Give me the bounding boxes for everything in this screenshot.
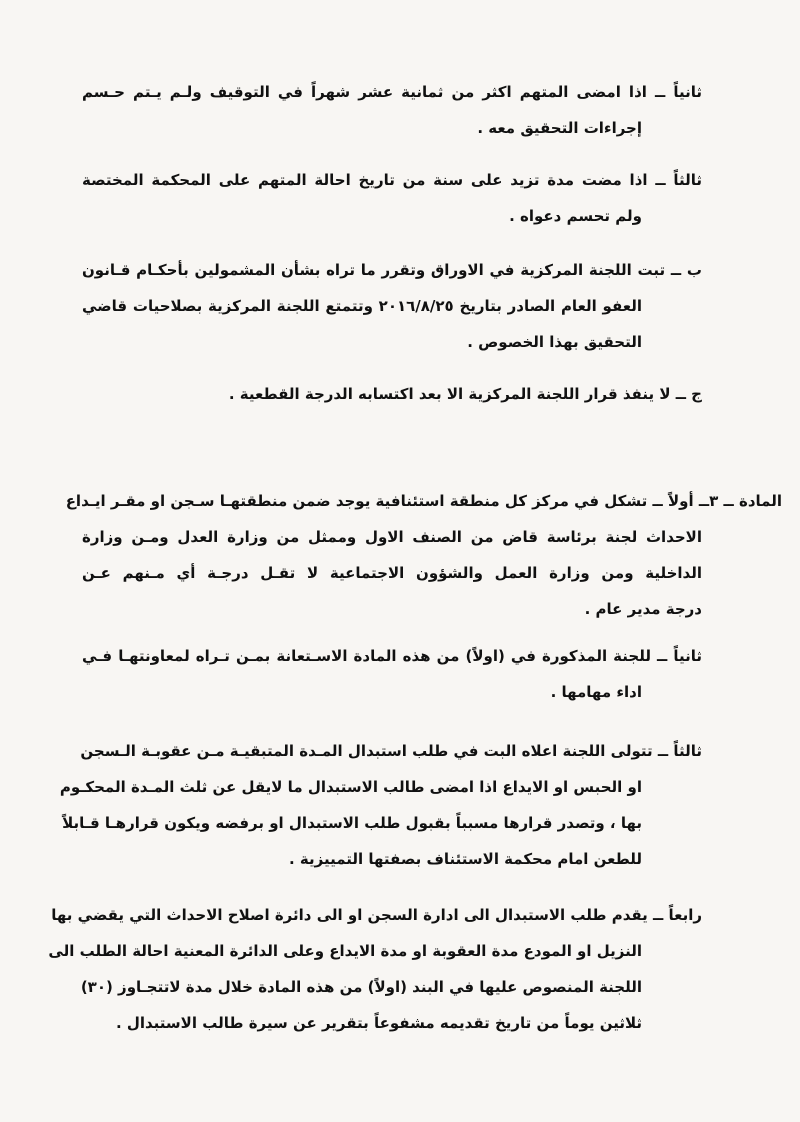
text-line: النزيل او المودع مدة العقوبة او مدة الايداع وعلى الدائرة المعنية احالة الطلب الى xyxy=(48,942,642,960)
text-line: العفو العام الصادر بتاريخ ٢٠١٦/٨/٢٥ وتتمتع اللجنة المركزية بصلاحيات قاضي xyxy=(82,297,642,315)
text-line: التحقيق بهذا الخصوص . xyxy=(467,333,642,351)
text-line: اللجنة المنصوص عليها في البند (اولاً) من هذه المادة خلال مدة لاتتجـاوز (٣٠) xyxy=(80,978,642,996)
paragraph-article-3-rabian xyxy=(48,897,702,1041)
paragraph-thalithan xyxy=(82,162,702,234)
text-line: درجة مدير عام . xyxy=(584,600,702,618)
paragraph-baa xyxy=(82,252,702,360)
text-line: ثالثاً ــ تتولى اللجنة اعلاه البت في طلب استبدال المـدة المتبقيـة مـن عقوبـة الـسجن xyxy=(80,742,702,760)
text-line: ثلاثين يوماً من تاريخ تقديمه مشفوعاً بتقرير عن سيرة طالب الاستبدال . xyxy=(115,1014,642,1032)
text-line: الاحداث لجنة برئاسة قاض من الصنف الاول وممثل من وزارة العدل ومـن وزارة xyxy=(82,528,702,546)
text-line: إجراءات التحقيق معه . xyxy=(477,119,642,137)
text-line: ثانياً ــ اذا امضى المتهم اكثر من ثمانية عشر شهراً في التوقيف ولـم يـتم حـسم xyxy=(82,83,702,101)
text-line: المادة ــ ٣ــ أولاً ــ تشكل في مركز كل منطقة استئنافية يوجد ضمن منطقتهـا سـجن او مقـر ايـداع xyxy=(65,492,782,510)
text-line: او الحبس او الايداع اذا امضى طالب الاستبدال ما لايقل عن ثلث المـدة المحكـوم xyxy=(59,778,642,796)
text-line: للطعن امام محكمة الاستئناف بصفتها التمييزية . xyxy=(288,850,642,868)
paragraph-thaniyan xyxy=(82,74,702,146)
text-line: رابعاً ــ يقدم طلب الاستبدال الى ادارة السجن او الى دائرة اصلاح الاحداث التي يقضي بها xyxy=(51,906,702,924)
text-line: ب ــ تبت اللجنة المركزية في الاوراق وتقرر ما تراه بشأن المشمولين بأحكـام قـانون xyxy=(82,261,702,279)
text-line: ج ــ لا ينفذ قرار اللجنة المركزية الا بعد اكتسابه الدرجة القطعية . xyxy=(228,385,702,403)
text-line: ولم تحسم دعواه . xyxy=(509,207,642,225)
text-line: ثالثاً ــ اذا مضت مدة تزيد على سنة من تاريخ احالة المتهم على المحكمة المختصة xyxy=(82,171,702,189)
text-line: بها ، وتصدر قرارها مسبباً بقبول طلب الاستبدال او برفضه ويكون قرارهـا قـابلاً xyxy=(62,814,642,832)
text-line: ثانياً ــ للجنة المذكورة في (اولاً) من هذه المادة الاسـتعانة بمـن تـراه لمعاونتهـا فـي xyxy=(82,647,702,665)
paragraph-article-3-thaniyan xyxy=(82,638,702,710)
paragraph-article-3 xyxy=(65,483,782,627)
paragraph-jeem xyxy=(82,376,702,412)
text-line: اداء مهامها . xyxy=(550,683,642,701)
text-line: الداخلية ومن وزارة العمل والشؤون الاجتماعية لا تقـل درجـة أي مـنهم عـن xyxy=(82,564,702,582)
paragraph-article-3-thalithan xyxy=(59,733,702,877)
